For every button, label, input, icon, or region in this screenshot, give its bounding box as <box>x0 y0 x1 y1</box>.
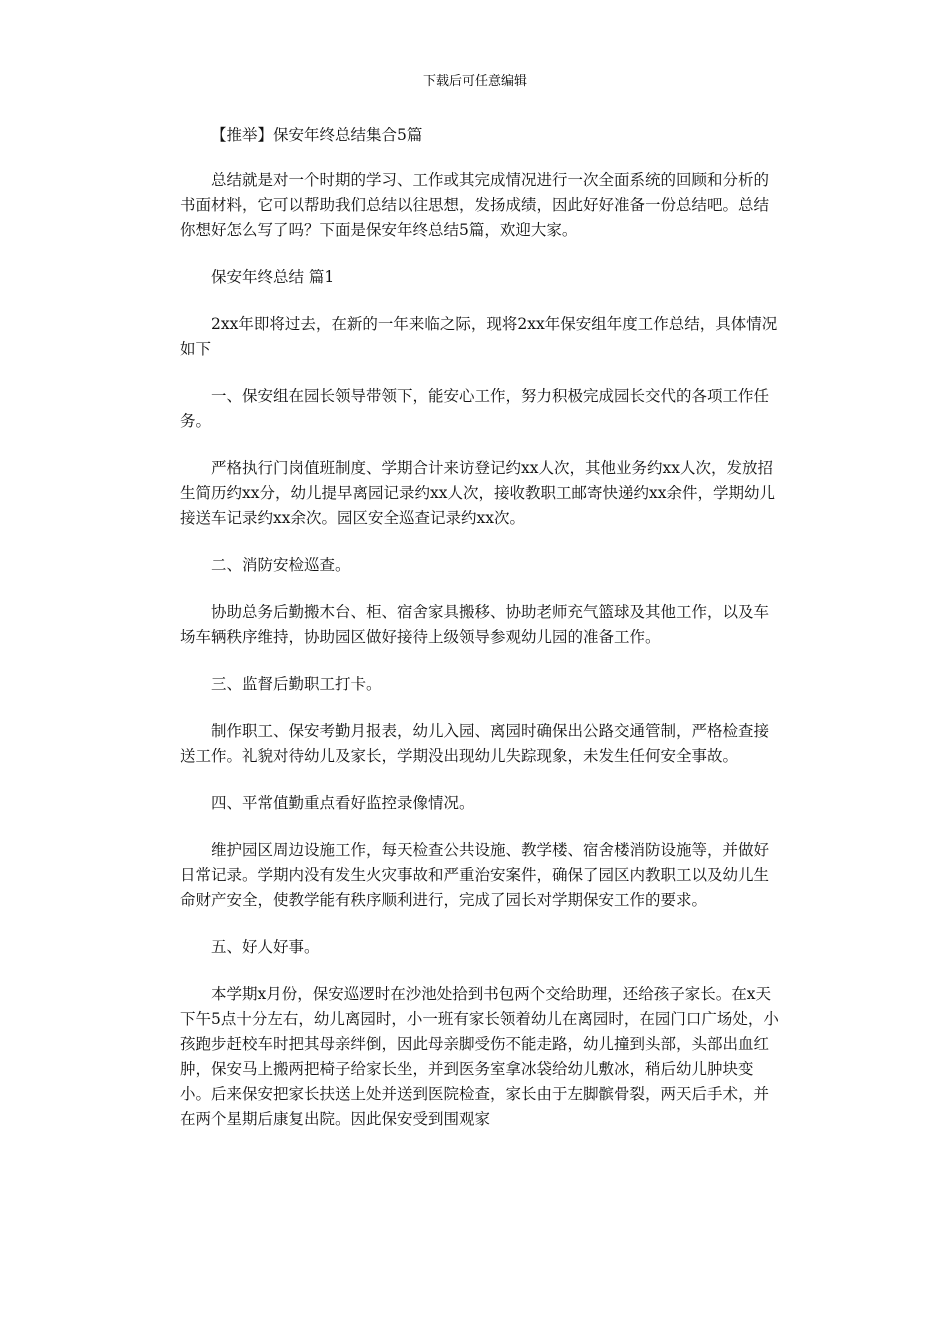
header-note: 下载后可任意编辑 <box>422 74 527 89</box>
item-heading-1: 一、保安组在园长领导带领下，能安心工作，努力积极完成园长交代的各项工作任务。 <box>180 387 770 430</box>
item-heading-2: 二、消防安检巡查。 <box>211 556 351 574</box>
body-paragraph: 本学期x月份，保安巡逻时在沙池处拾到书包两个交给助理，还给孩子家长。在x天下午5点十分左右，幼儿离园时，小一班有家长领着幼儿在离园时，在园门口广场处，小孩跑步赶校车时把其母亲绊倒，因此母亲脚受伤不能走路，幼儿撞到头部，头部出血红肿，保安马上搬两把椅子给家长坐，并到医务室拿冰袋给幼儿敷冰，稍后幼儿肿块变小。后来保安把家长扶送上处并送到医院检查，家长由于左脚髌骨裂，两天后手术，并在两个星期后康复出院。因此保安受到围观家 <box>180 985 779 1128</box>
item-heading-4: 四、平常值勤重点看好监控录像情况。 <box>211 794 475 812</box>
document-body <box>180 123 780 1154</box>
section-heading-part1: 保安年终总结 篇1 <box>211 268 335 286</box>
body-paragraph: 2xx年即将过去，在新的一年来临之际，现将2xx年保安组年度工作总结，具体情况如下 <box>180 315 778 358</box>
item-heading-5: 五、好人好事。 <box>211 938 320 956</box>
item-heading-3: 三、监督后勤职工打卡。 <box>211 675 382 693</box>
body-paragraph: 协助总务后勤搬木台、柜、宿舍家具搬移、协助老师充气篮球及其他工作，以及车场车辆秩序维持，协助园区做好接待上级领导参观幼儿园的准备工作。 <box>180 603 770 646</box>
body-paragraph: 制作职工、保安考勤月报表，幼儿入园、离园时确保出公路交通管制，严格检查接送工作。礼貌对待幼儿及家长，学期没出现幼儿失踪现象，未发生任何安全事故。 <box>180 722 770 765</box>
intro-paragraph: 总结就是对一个时期的学习、工作或其完成情况进行一次全面系统的回顾和分析的书面材料，它可以帮助我们总结以往思想，发扬成绩，因此好好准备一份总结吧。总结你想好怎么写了吗？下面是保安年终总结5篇，欢迎大家。 <box>180 171 770 239</box>
document-title: 【推举】保安年终总结集合5篇 <box>211 126 423 144</box>
body-paragraph: 维护园区周边设施工作，每天检查公共设施、教学楼、宿舍楼消防设施等，并做好日常记录。学期内没有发生火灾事故和严重治安案件，确保了园区内教职工以及幼儿生命财产安全，使教学能有秩序顺利进行，完成了园长对学期保安工作的要求。 <box>180 841 770 909</box>
body-paragraph: 严格执行门岗值班制度、学期合计来访登记约xx人次，其他业务约xx人次，发放招生简历约xx分，幼儿提早离园记录约xx人次，接收教职工邮寄快递约xx余件，学期幼儿接送车记录约xx余次。园区安全巡查记录约xx次。 <box>180 459 775 527</box>
